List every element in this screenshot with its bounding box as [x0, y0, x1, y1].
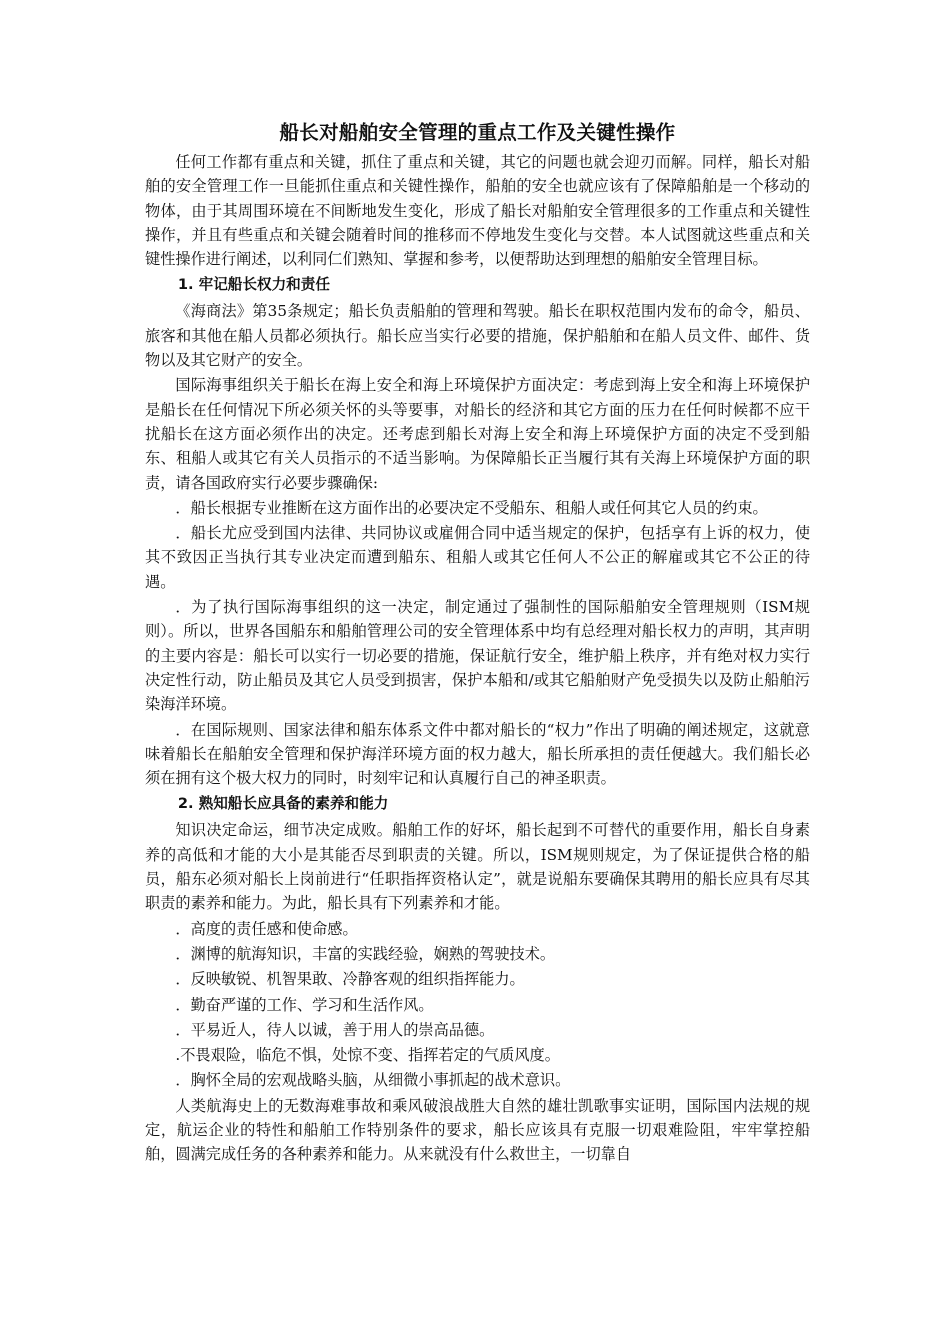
list-item: ．勤奋严谨的工作、学习和生活作风。 [175, 995, 434, 1014]
document-title: 船长对船舶安全管理的重点工作及关键性操作 [279, 121, 676, 144]
section-2-paragraph-1: 知识决定命运，细节决定成败。船舶工作的好坏，船长起到不可替代的重要作用，船长自身素养的高低和才能的大小是其能否尽到职责的关键。所以，ISM规则规定，为了保证提供合格的船员，船东必须对船长上岗前进行“任职指挥资格认定”，就是说船东要确保其聘用的船长应具有尽其职责的素养和能力。为此，船长具有下列素养和才能。 [145, 821, 810, 913]
section-1-bullet-4: ．在国际规则、国家法律和船东体系文件中都对船长的“权力”作出了明确的阐述规定，这就意味着船长在船舶安全管理和保护海洋环境方面的权力越大，船长所承担的责任便越大。我们船长必须在拥有这个极大权力的同时，时刻牢记和认真履行自己的神圣职责。 [145, 720, 810, 788]
qualities-list [145, 917, 810, 1093]
list-item: ．高度的责任感和使命感。 [175, 919, 358, 938]
intro-paragraph: 任何工作都有重点和关键，抓住了重点和关键，其它的问题也就会迎刃而解。同样，船长对船舶的安全管理工作一旦能抓住重点和关键性操作，船舶的安全也就应该有了保障船舶是一个移动的物体，由于其周围环境在不间断地发生变化，形成了船长对船舶安全管理很多的工作重点和关键性操作，并且有些重点和关键会随着时间的推移而不停地发生变化与交替。本人试图就这些重点和关键性操作进行阐述，以利同仁们熟知、掌握和参考，以便帮助达到理想的船舶安全管理目标。 [145, 153, 810, 269]
section-1-bullet-2: ．船长尤应受到国内法律、共同协议或雇佣合同中适当规定的保护，包括享有上诉的权力，使其不致因正当执行其专业决定而遭到船东、租船人或其它任何人不公正的解雇或其它不公正的待遇。 [145, 524, 810, 591]
section-1-paragraph-2: 国际海事组织关于船长在海上安全和海上环境保护方面决定：考虑到海上安全和海上环境保护是船长在任何情况下所必须关怀的头等要事，对船长的经济和其它方面的压力在任何时候都不应干扰船长在这方面必须作出的决定。还考虑到船长对海上安全和海上环境保护方面的决定不受到船东、租船人或其它有关人员指示的不适当影响。为保障船长正当履行其有关海上环境保护方面的职责，请各国政府实行必要步骤确保: [145, 376, 810, 492]
list-item: ．渊博的航海知识，丰富的实践经验，娴熟的驾驶技术。 [175, 944, 556, 963]
section-1-bullet-3: ．为了执行国际海事组织的这一决定，制定通过了强制性的国际船舶安全管理规则（ISM规则）。所以，世界各国船东和船舶管理公司的安全管理体系中均有总经理对船长权力的声明，其声明的主要内容是：船长可以实行一切必要的措施，保证航行安全，维护船上秩序，并有绝对权力实行决定性行动，防止船员及其它人员受到损害，保护本船和/或其它船舶财产免受损失以及防止船舶污染海洋环境。 [145, 598, 810, 714]
list-item: .不畏艰险，临危不惧，处惊不变、指挥若定的气质风度。 [175, 1046, 560, 1065]
section-1-bullet-1: ．船长根据专业推断在这方面作出的必要决定不受船东、租船人或任何其它人员的约束。 [175, 498, 768, 517]
section-2-paragraph-2: 人类航海史上的无数海难事故和乘风破浪战胜大自然的雄壮凯歌事实证明，国际国内法规的规定，航运企业的特性和船舶工作特别条件的要求，船长应该具有克服一切艰难险阻，牢牢掌控船舶，圆满完成任务的各种素养和能力。从来就没有什么救世主，一切靠自 [145, 1096, 810, 1164]
list-item: ．反映敏锐、机智果敢、冷静客观的组织指挥能力。 [175, 970, 525, 989]
section-1-paragraph-1: 《海商法》第35条规定；船长负责船舶的管理和驾驶。船长在职权范围内发布的命令，船员、旅客和其他在船人员都必须执行。船长应当实行必要的措施，保护船舶和在船人员文件、邮件、货物以及其它财产的安全。 [145, 302, 810, 370]
list-item: ．胸怀全局的宏观战略头脑，从细微小事抓起的战术意识。 [175, 1071, 571, 1090]
section-2-heading: 2. 熟知船长应具备的素养和能力 [177, 795, 389, 813]
section-1-heading: 1. 牢记船长权力和责任 [177, 276, 330, 294]
document-page [145, 118, 810, 1168]
list-item: ．平易近人，待人以诚，善于用人的崇高品德。 [175, 1020, 495, 1039]
